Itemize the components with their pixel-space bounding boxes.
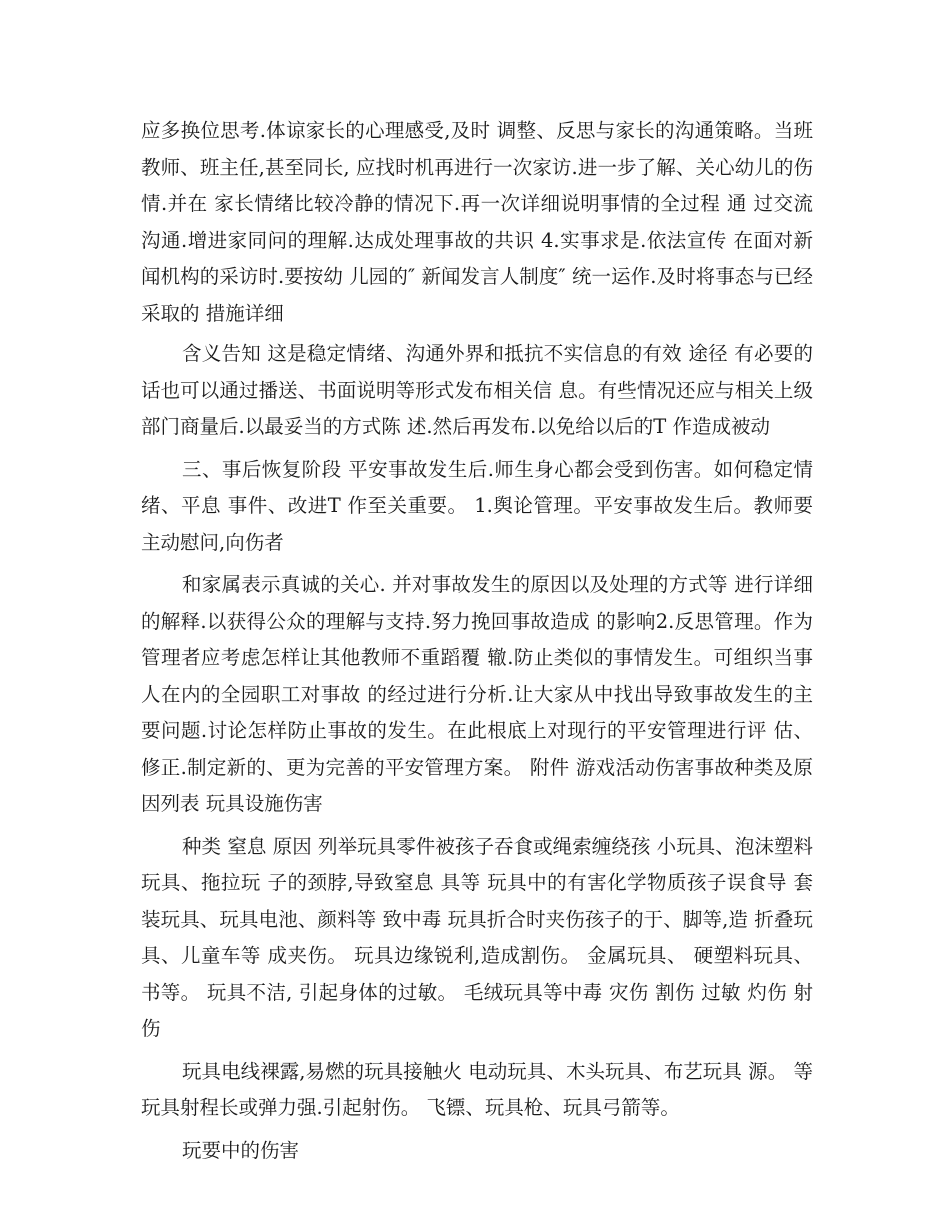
paragraph-6: 玩具电线裸露,易燃的玩具接触火 电动玩具、木头玩具、布艺玩具 源。 等 玩具射程长或弹力强.引起射伤。 飞镖、玩具枪、玩具弓箭等。 <box>141 1059 813 1119</box>
paragraph-1: 应多换位思考.体谅家长的心理感受,及时 调整、反思与家长的沟通策略。当班教师、班主任,甚至同长, 应找时机再进行一次家访.进一步了解、关心幼儿的伤情.并在 家长情绪比较冷静的情况下.再一次详细说明事情的全过程 通 过交流沟通.增进家同问的理解.达成处理事故的共识 4.实事求是.依法宣传 在面对新闻机构的采访时.要按幼 儿园的″ 新闻发言人制度″ 统一运作.及时将事态与已经采取的 措施详细 <box>141 119 813 325</box>
document-body <box>141 113 813 1169</box>
paragraph-7: 玩要中的伤害 <box>182 1138 300 1162</box>
paragraph-4: 和家属表示真诚的关心. 并对事故发生的原因以及处理的方式等 进行详细的解释.以获得公众的理解与支持.努力挽回事故造成 的影响2.反思管理。作为管理者应考虑怎样让其他教师不重蹈覆 辙.防止类似的事情发生。可组织当事人在内的全园职工对事故 的经过进行分析.让大家从中找出导致事故发生的主要问题.讨论怎样防止事故的发生。在此根底上对现行的平安管理进行评 估、修正.制定新的、更为完善的平安管理方案。 附件 游戏活动伤害事故种类及原因列表 玩具设施伤害 <box>141 573 813 815</box>
paragraph-2: 含义告知 这是稳定情绪、沟通外界和抵抗不实信息的有效 途径 有必要的话也可以通过播送、书面说明等形式发布相关信 息。有些情况还应与相关上级部门商量后.以最妥当的方式陈 述.然后再发布.以免给以后的T 作造成被动 <box>141 342 813 438</box>
paragraph-3: 三、事后恢复阶段 平安事故发生后.师生身心都会受到伤害。如何稳定情绪、平息 事件、改进T 作至关重要。 1.舆论管理。平安事故发生后。教师要主动慰问,向伤者 <box>141 457 813 554</box>
paragraph-5: 种类 窒息 原因 列举玩具零件被孩子吞食或绳索缠绕孩 小玩具、泡沫塑料玩具、拖拉玩 子的颈脖,导致窒息 具等 玩具中的有害化学物质孩子误食导 套装玩具、玩具电池、颜料等 致中毒 玩具折合时夹伤孩子的于、脚等,造 折叠玩具、儿童车等 成夹伤。 玩具边缘锐利,造成割伤。 金属玩具、 硬塑料玩具、 书等。 玩具不洁, 引起身体的过敏。 毛绒玩具等中毒 灾伤 割伤 过敏 灼伤 射伤 <box>141 834 813 1040</box>
